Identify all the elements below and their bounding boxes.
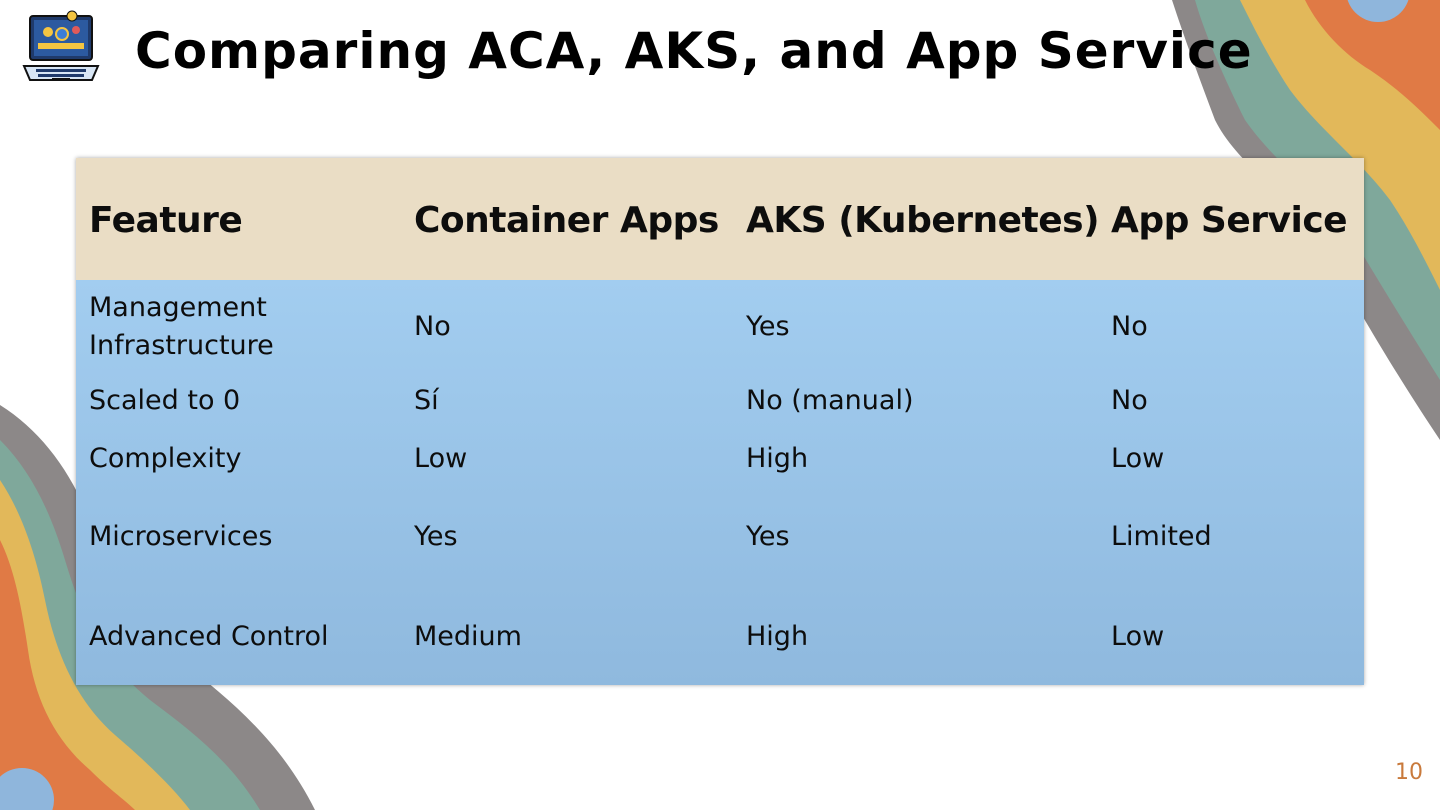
row-4-aks: Yes xyxy=(746,521,790,552)
row-1-app-service: No xyxy=(1111,311,1148,342)
header-container-apps: Container Apps xyxy=(414,200,719,241)
row-5-feature: Advanced Control xyxy=(89,621,329,652)
header-feature: Feature xyxy=(89,200,243,241)
comparison-table xyxy=(76,158,1364,685)
table-header-row xyxy=(76,158,1364,280)
row-4-container-apps: Yes xyxy=(414,521,458,552)
row-1-container-apps: No xyxy=(414,311,451,342)
row-5-aks: High xyxy=(746,621,809,652)
row-4-feature: Microservices xyxy=(89,521,273,552)
slide-title: Comparing ACA, AKS, and App Service xyxy=(135,22,1253,80)
row-3-feature: Complexity xyxy=(89,443,242,474)
row-2-container-apps: Sí xyxy=(414,385,439,416)
row-1-feature-line-2: Infrastructure xyxy=(89,330,274,361)
page-number: 10 xyxy=(1395,760,1423,785)
row-1-feature xyxy=(89,289,274,365)
row-5-container-apps: Medium xyxy=(414,621,522,652)
row-2-feature: Scaled to 0 xyxy=(89,385,241,416)
row-4-app-service: Limited xyxy=(1111,521,1212,552)
row-5-app-service: Low xyxy=(1111,621,1165,652)
row-1-aks: Yes xyxy=(746,311,790,342)
row-1-feature-line-1: Management xyxy=(89,292,267,323)
row-2-app-service: No xyxy=(1111,385,1148,416)
row-2-aks: No (manual) xyxy=(746,385,914,416)
laptop-logo-icon xyxy=(22,10,100,88)
row-3-container-apps: Low xyxy=(414,443,468,474)
row-3-app-service: Low xyxy=(1111,443,1165,474)
header-app-service: App Service xyxy=(1111,200,1348,241)
row-3-aks: High xyxy=(746,443,809,474)
header-aks: AKS (Kubernetes) xyxy=(746,200,1100,241)
